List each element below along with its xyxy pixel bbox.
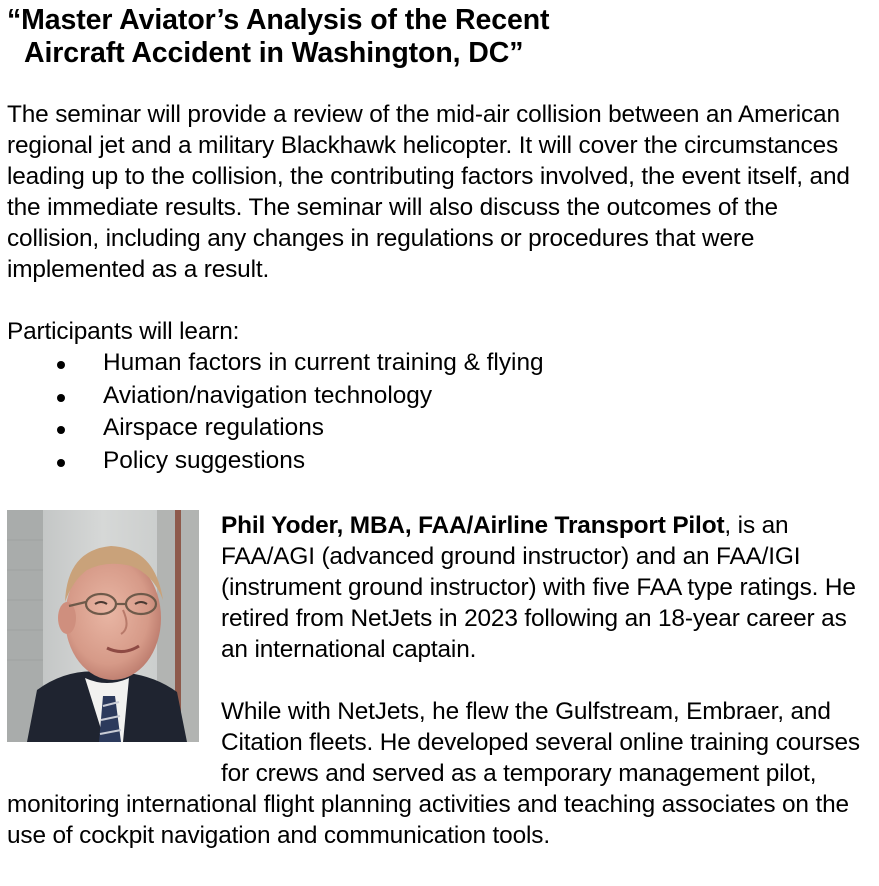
list-item xyxy=(7,412,873,445)
portrait-photo-icon xyxy=(7,510,199,742)
speaker-bio xyxy=(7,510,873,851)
seminar-title xyxy=(7,0,873,70)
list-item-text: Aviation/navigation technology xyxy=(103,381,433,409)
seminar-flyer xyxy=(7,0,873,851)
list-item xyxy=(7,347,873,380)
bullet-icon xyxy=(57,459,65,467)
list-item xyxy=(7,380,873,413)
title-line-2: Aircraft Accident in Washington, DC” xyxy=(24,37,524,69)
bullet-icon xyxy=(57,426,65,434)
list-item xyxy=(7,445,873,478)
bio-paragraph-2: While with NetJets, he flew the Gulfstream, Embraer, and Citation fleets. He developed several online training courses for crews and served as a temporary management pilot, monitoring international flight planning activities and teaching associates on the use of cockpit navigation and communication tools. xyxy=(7,698,860,849)
bullet-icon xyxy=(57,361,65,369)
bio-paragraph-1-text: , is an FAA/AGI (advanced ground instructor) and an FAA/IGI (instrument ground instructor) with five FAA type ratings. He retired from NetJets in 2023 following an 18-year career as an international captain. xyxy=(221,512,856,663)
title-line-1: “Master Aviator’s Analysis of the Recent xyxy=(7,4,550,36)
learning-list xyxy=(7,347,873,477)
speaker-photo xyxy=(7,510,199,742)
list-item-text: Human factors in current training & flying xyxy=(103,349,544,376)
list-item-text: Airspace regulations xyxy=(103,414,324,441)
speaker-name: Phil Yoder, MBA, FAA/Airline Transport Pilot xyxy=(221,512,725,539)
learn-label: Participants will learn: xyxy=(7,318,240,345)
bullet-icon xyxy=(57,394,65,402)
list-item-text: Policy suggestions xyxy=(103,446,306,474)
seminar-description: The seminar will provide a review of the mid-air collision between an American regional jet and a military Blackhawk helicopter. It will cover the circumstances leading up to the collision, the contributing factors involved, the event itself, and the immediate results. The seminar will also discuss the outcomes of the collision, including any changes in regulations or procedures that were implemented as a result. xyxy=(7,101,850,283)
